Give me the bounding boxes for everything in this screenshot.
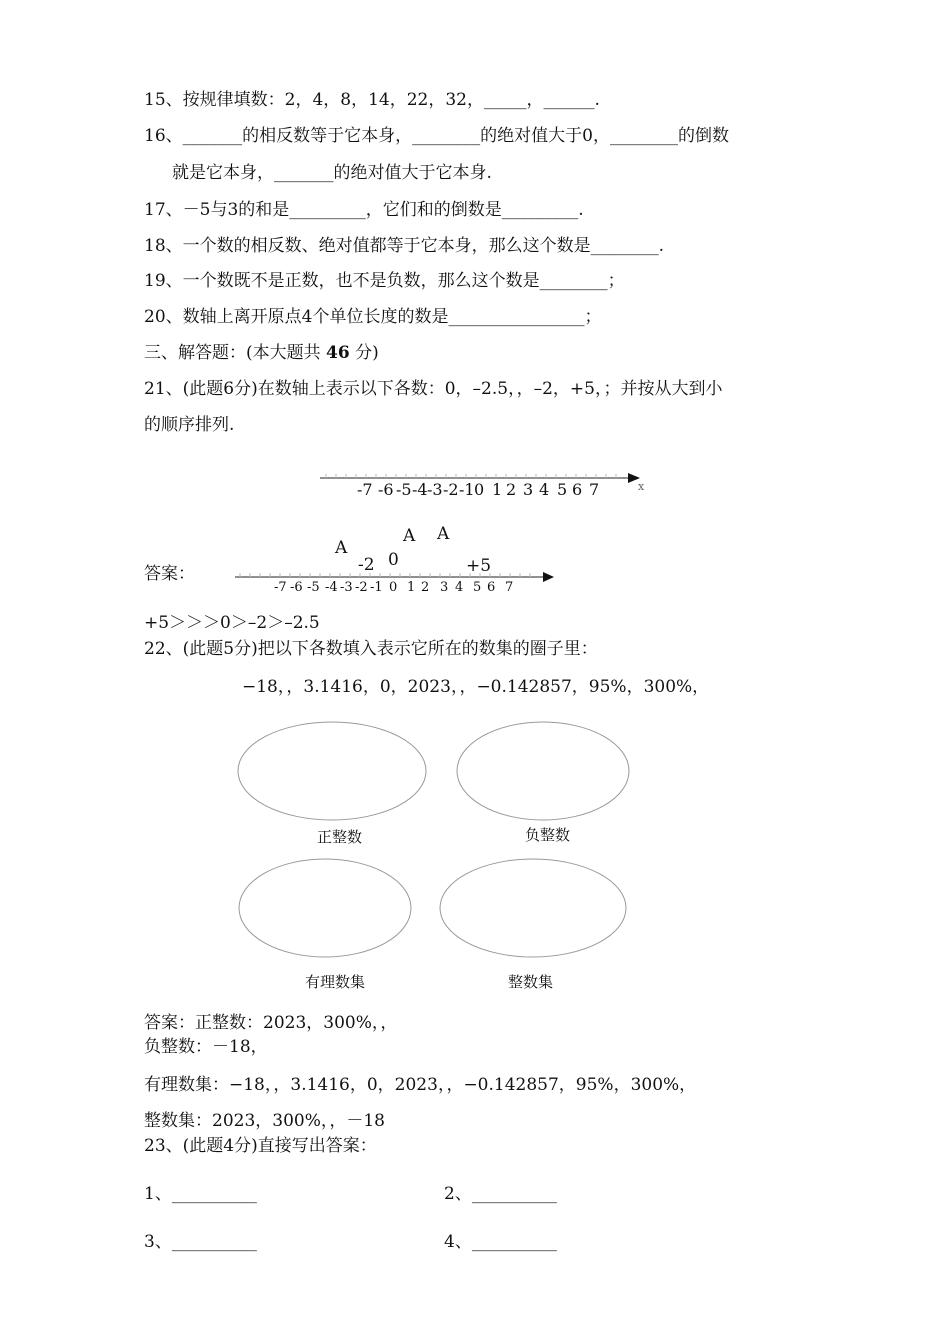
point-label-a1: A xyxy=(335,538,348,558)
set-label-positive-integer: 正整数 xyxy=(317,828,363,846)
tick-label: 6 xyxy=(572,480,583,499)
rational-set-ellipse xyxy=(239,859,411,957)
set-ellipses xyxy=(230,715,640,970)
tick-label: 5 xyxy=(473,580,482,595)
point-label-plus5: +5 xyxy=(466,556,492,576)
tick-label: -6 xyxy=(378,480,394,499)
tick-label: -7 xyxy=(357,480,373,499)
question-23: 23、(此题4分)直接写出答案： xyxy=(144,1136,377,1156)
tick-label: -5 xyxy=(307,580,320,595)
question-16-line2: 就是它本身，_______的绝对值大于它本身. xyxy=(172,163,492,183)
tick-label: 4 xyxy=(539,480,550,499)
question-18: 18、一个数的相反数、绝对值都等于它本身，那么这个数是________. xyxy=(144,236,665,256)
question-21-answer-label: 答案： xyxy=(144,564,195,584)
tick-label: -5 xyxy=(396,480,412,499)
tick-label: -7 xyxy=(274,580,287,595)
tick-label: 2 xyxy=(506,480,517,499)
tick-label: -6 xyxy=(290,580,303,595)
tick-label: -1 xyxy=(459,480,475,499)
tick-label: -4 xyxy=(412,480,428,499)
tick-label: 1 xyxy=(407,580,416,595)
axis-end-mark: x xyxy=(638,480,645,493)
answer-blank-2[interactable]: 2、__________ xyxy=(444,1184,557,1204)
tick-label: -1 xyxy=(370,580,383,595)
tick-label: 5 xyxy=(557,480,568,499)
tick-label: 1 xyxy=(492,480,503,499)
tick-label: -3 xyxy=(427,480,443,499)
question-21-answer: +5＞＞＞0＞–2＞–2.5 xyxy=(144,613,320,633)
tick-label: 2 xyxy=(421,580,430,595)
point-label-a3: A xyxy=(437,524,450,544)
question-21-line1: 21、(此题6分)在数轴上表示以下各数：0，–2.5，，–2，+5，；并按从大到小 xyxy=(144,379,723,399)
number-line-1-labels xyxy=(0,480,950,502)
tick-label: 4 xyxy=(455,580,464,595)
answer-blank-4[interactable]: 4、__________ xyxy=(444,1232,557,1252)
point-label-zero: 0 xyxy=(388,550,399,570)
question-19: 19、一个数既不是正数，也不是负数，那么这个数是________； xyxy=(144,271,625,291)
tick-label: 7 xyxy=(589,480,600,499)
section-3-heading: 三、解答题：(本大题共 46 分) xyxy=(144,343,379,363)
section-3-points: 46 xyxy=(326,343,350,363)
tick-label: 7 xyxy=(505,580,514,595)
tick-label: -3 xyxy=(340,580,353,595)
answer-rational-set: 有理数集：−18，，3.1416，0，2023，，−0.142857，95%，300%， xyxy=(144,1075,697,1095)
set-label-rational: 有理数集 xyxy=(305,973,366,991)
question-22: 22、(此题5分)把以下各数填入表示它所在的数集的圈子里： xyxy=(144,639,598,659)
number-line-2-labels xyxy=(0,580,950,598)
tick-label: -2 xyxy=(443,480,459,499)
positive-integer-ellipse xyxy=(238,722,426,820)
question-20: 20、数轴上离开原点4个单位长度的数是________________； xyxy=(144,307,602,327)
point-label-minus2: -2 xyxy=(358,555,375,575)
tick-label: -4 xyxy=(325,580,338,595)
tick-label: -2 xyxy=(355,580,368,595)
set-label-integer: 整数集 xyxy=(508,973,554,991)
question-16-line1: 16、_______的相反数等于它本身，________的绝对值大于0，________的倒数 xyxy=(144,126,729,146)
integer-set-ellipse xyxy=(440,859,626,957)
tick-label: 0 xyxy=(389,580,398,595)
set-label-negative-integer: 负整数 xyxy=(525,826,571,844)
answer-integer-set: 整数集：2023，300%，，－18 xyxy=(144,1111,385,1131)
tick-label: 0 xyxy=(474,480,485,499)
answer-blank-1[interactable]: 1、__________ xyxy=(144,1184,257,1204)
question-22-numbers: −18，，3.1416，0，2023，，−0.142857，95%，300%， xyxy=(242,677,710,697)
answer-negative-integers: 负整数：－18， xyxy=(144,1037,268,1057)
point-label-a2: A xyxy=(403,526,416,546)
tick-label: 6 xyxy=(487,580,496,595)
question-21-line2: 的顺序排列. xyxy=(144,415,235,435)
answer-positive-integers: 答案：正整数：2023，300%，， xyxy=(144,1013,398,1033)
question-15: 15、按规律填数：2，4，8，14，22，32，_____，______. xyxy=(144,90,600,110)
negative-integer-ellipse xyxy=(457,722,629,820)
answer-blank-3[interactable]: 3、__________ xyxy=(144,1232,257,1252)
question-17: 17、－5与3的和是_________，它们和的倒数是_________. xyxy=(144,200,584,220)
tick-label: 3 xyxy=(523,480,534,499)
tick-label: 3 xyxy=(440,580,449,595)
